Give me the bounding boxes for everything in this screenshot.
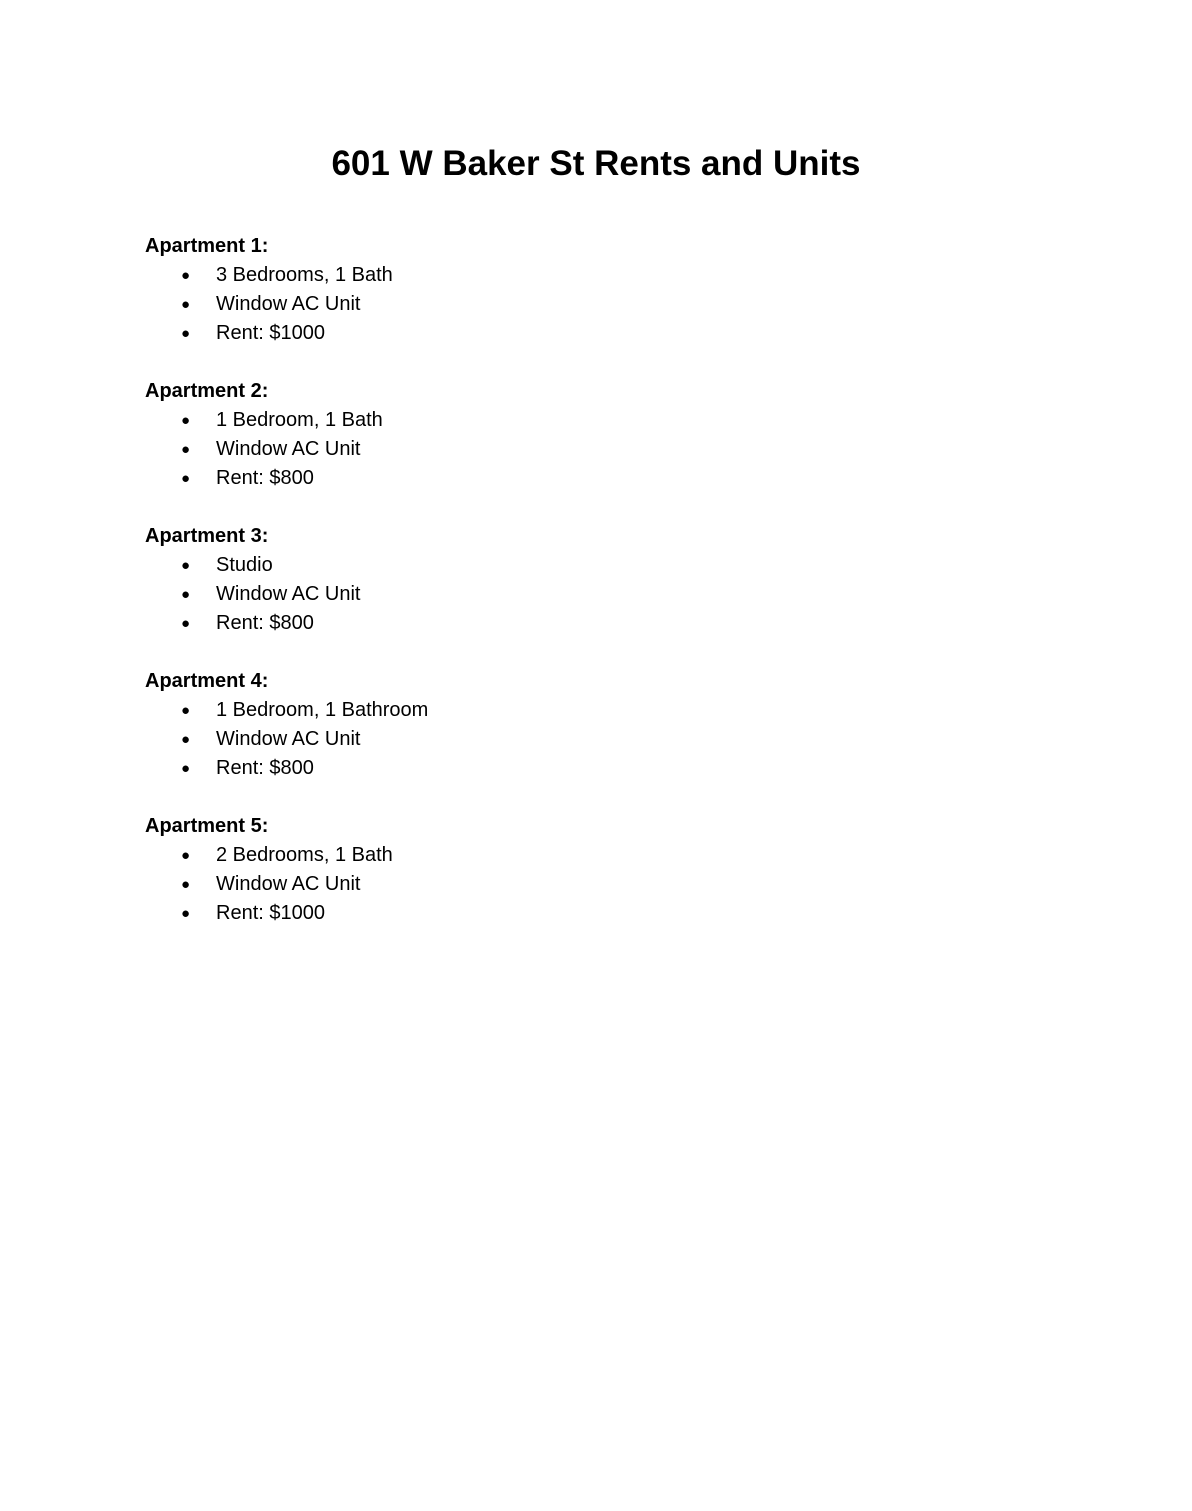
list-item	[145, 754, 1045, 783]
apartment-section	[145, 377, 1045, 493]
feature-text: Rent: $1000	[216, 902, 325, 924]
feature-text: 1 Bedroom, 1 Bath	[216, 409, 383, 431]
list-item	[145, 609, 1045, 638]
page-title: 601 W Baker St Rents and Units	[331, 144, 861, 183]
feature-text: Window AC Unit	[216, 873, 361, 895]
feature-text: 2 Bedrooms, 1 Bath	[216, 844, 393, 866]
apartment-section	[145, 232, 1045, 348]
bullet-icon: ●	[181, 731, 191, 748]
apartment-heading: Apartment 4:	[145, 670, 269, 692]
feature-list	[145, 261, 1045, 348]
feature-text: Rent: $800	[216, 757, 314, 779]
list-item	[145, 725, 1045, 754]
apartment-section	[145, 812, 1045, 928]
feature-text: Rent: $800	[216, 467, 314, 489]
list-item	[145, 551, 1045, 580]
feature-text: Window AC Unit	[216, 293, 361, 315]
apartment-list	[145, 232, 1045, 957]
bullet-icon: ●	[181, 267, 191, 284]
apartment-heading: Apartment 3:	[145, 525, 269, 547]
bullet-icon: ●	[181, 441, 191, 458]
list-item	[145, 870, 1045, 899]
list-item	[145, 261, 1045, 290]
bullet-icon: ●	[181, 557, 191, 574]
list-item	[145, 580, 1045, 609]
bullet-icon: ●	[181, 615, 191, 632]
feature-list	[145, 551, 1045, 638]
list-item	[145, 899, 1045, 928]
list-item	[145, 319, 1045, 348]
apartment-heading: Apartment 1:	[145, 235, 269, 257]
bullet-icon: ●	[181, 296, 191, 313]
bullet-icon: ●	[181, 847, 191, 864]
list-item	[145, 406, 1045, 435]
bullet-icon: ●	[181, 325, 191, 342]
apartment-section	[145, 522, 1045, 638]
bullet-icon: ●	[181, 586, 191, 603]
list-item	[145, 290, 1045, 319]
list-item	[145, 464, 1045, 493]
bullet-icon: ●	[181, 876, 191, 893]
bullet-icon: ●	[181, 702, 191, 719]
list-item	[145, 696, 1045, 725]
feature-list	[145, 696, 1045, 783]
feature-text: 1 Bedroom, 1 Bathroom	[216, 699, 429, 721]
list-item	[145, 435, 1045, 464]
feature-text: Window AC Unit	[216, 438, 361, 460]
feature-text: Window AC Unit	[216, 728, 361, 750]
feature-list	[145, 406, 1045, 493]
apartment-heading: Apartment 2:	[145, 380, 269, 402]
bullet-icon: ●	[181, 412, 191, 429]
feature-text: 3 Bedrooms, 1 Bath	[216, 264, 393, 286]
list-item	[145, 841, 1045, 870]
feature-text: Window AC Unit	[216, 583, 361, 605]
apartment-heading: Apartment 5:	[145, 815, 269, 837]
bullet-icon: ●	[181, 760, 191, 777]
feature-text: Studio	[216, 554, 273, 576]
feature-list	[145, 841, 1045, 928]
bullet-icon: ●	[181, 905, 191, 922]
apartment-section	[145, 667, 1045, 783]
feature-text: Rent: $1000	[216, 322, 325, 344]
bullet-icon: ●	[181, 470, 191, 487]
feature-text: Rent: $800	[216, 612, 314, 634]
